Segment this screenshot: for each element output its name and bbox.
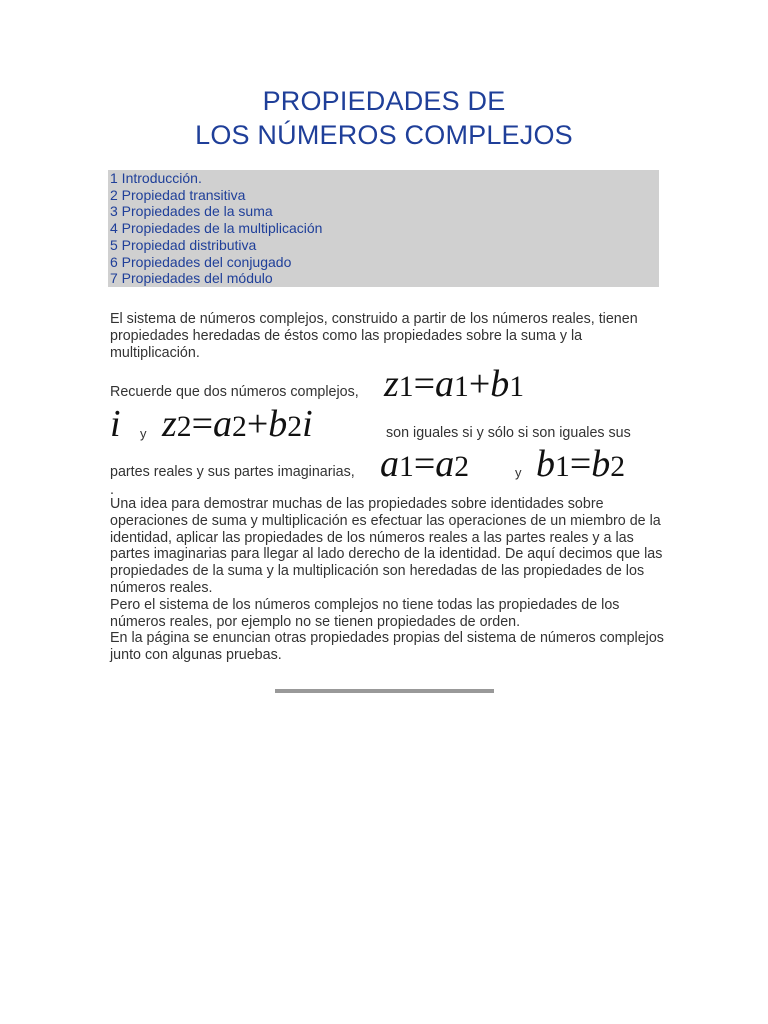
math-sub-2: 2 [610, 451, 626, 483]
formula-b-equality [536, 444, 625, 487]
math-sub-2: 2 [287, 411, 303, 443]
horizontal-divider [275, 689, 494, 693]
math-eq: = [569, 443, 592, 485]
table-of-contents [108, 170, 659, 287]
math-i: i [302, 403, 313, 445]
paragraph-demostracion: Una idea para demostrar muchas de las propiedades sobre identidades sobre operaciones de suma y multiplicación es efectuar las operaciones de un miembro de la identidad, aplicar las propiedades de los números reales a las partes reales y a las partes imaginarias para llegar al lado derecho de la identidad. De aquí decimos que las propiedades de la suma y la multiplicación son heredadas de las propiedades de los números reales. [110, 496, 663, 596]
math-a: a [213, 403, 233, 445]
title-line-1: PROPIEDADES DE [262, 86, 506, 116]
recall-text-3: partes reales y sus partes imaginarias, [110, 464, 355, 480]
math-sub-2: 2 [232, 411, 247, 443]
math-b: b [536, 443, 555, 485]
math-sub-1: 1 [555, 451, 570, 483]
math-a: a [435, 363, 455, 405]
recall-text-1: Recuerde que dos números complejos, [110, 384, 359, 400]
body-paragraphs [110, 496, 670, 664]
toc-item-propiedad-distributiva[interactable]: 5 Propiedad distributiva [110, 236, 257, 253]
connector-y-2: y [515, 465, 522, 480]
formula-i [110, 404, 121, 444]
math-b: b [591, 443, 611, 485]
toc-item-propiedades-conjugado[interactable]: 6 Propiedades del conjugado [110, 253, 292, 270]
math-sub-1: 1 [454, 371, 469, 403]
formula-z1 [384, 364, 524, 407]
math-a: a [380, 443, 399, 485]
recall-text-2: son iguales si y sólo si son iguales sus [386, 425, 631, 441]
formula-a-equality [380, 444, 469, 487]
math-b: b [490, 363, 510, 405]
math-z: z [162, 403, 177, 445]
math-plus: + [468, 363, 491, 405]
math-sub-2: 2 [454, 451, 470, 483]
math-i: i [110, 403, 121, 445]
paragraph-pagina: En la página se enuncian otras propiedades propias del sistema de números complejos junto con algunas pruebas. [110, 630, 664, 664]
toc-item-introduccion[interactable]: 1 Introducción. [110, 170, 202, 186]
toc-item-propiedades-multiplicacion[interactable]: 4 Propiedades de la multiplicación [110, 220, 323, 237]
math-sub-1: 1 [399, 451, 414, 483]
math-b: b [268, 403, 288, 445]
toc-item-propiedad-transitiva[interactable]: 2 Propiedad transitiva [110, 186, 246, 203]
connector-y-1: y [140, 426, 147, 441]
math-sub-1: 1 [398, 371, 414, 403]
intro-paragraph: El sistema de números complejos, construido a partir de los números reales, tienen propiedades heredadas de éstos como las propiedades sobre la suma y la multiplicación. [110, 311, 638, 361]
math-eq: = [191, 403, 214, 445]
paragraph-orden: Pero el sistema de los números complejos no tiene todas las propiedades de los números reales, por ejemplo no se tienen propiedades de orden. [110, 596, 620, 630]
page-title [0, 84, 768, 152]
formula-z2 [162, 404, 313, 447]
title-line-2: LOS NÚMEROS COMPLEJOS [195, 120, 573, 150]
recall-period: . [110, 482, 114, 498]
math-z: z [384, 363, 399, 405]
math-sub-2: 2 [176, 411, 192, 443]
toc-item-propiedades-suma[interactable]: 3 Propiedades de la suma [110, 203, 273, 220]
toc-item-propiedades-modulo[interactable]: 7 Propiedades del módulo [110, 270, 273, 287]
math-a: a [435, 443, 455, 485]
math-eq: = [413, 363, 436, 405]
math-eq: = [413, 443, 436, 485]
math-sub-1: 1 [509, 371, 525, 403]
math-plus: + [246, 403, 269, 445]
